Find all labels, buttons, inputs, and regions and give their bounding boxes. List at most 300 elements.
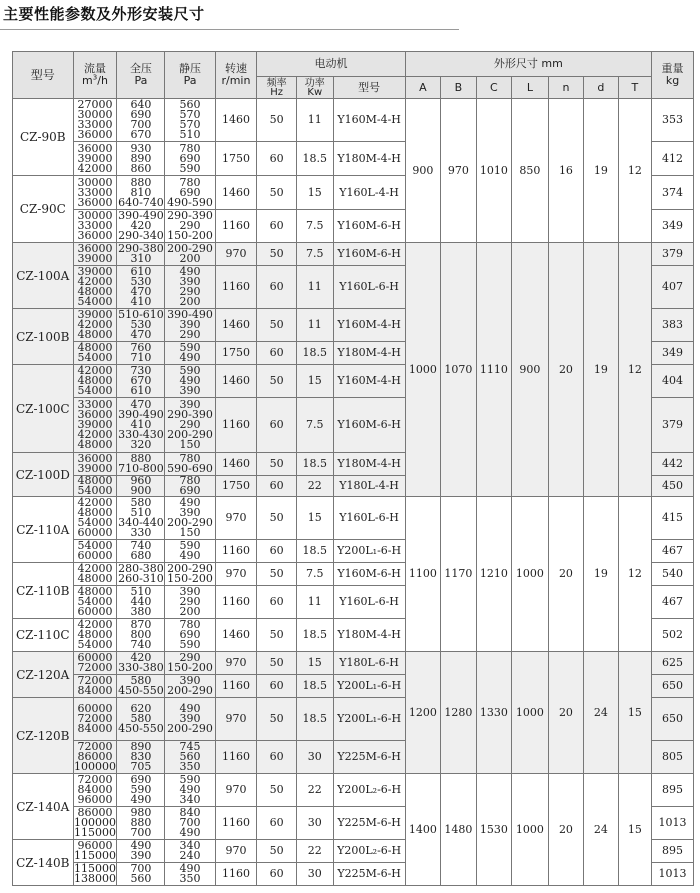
flow-value: 72000 xyxy=(77,740,113,753)
flow-value: 72000 xyxy=(77,712,113,725)
motor-model-cell: Y225M-6-H xyxy=(333,863,405,886)
model-cell: CZ-140A xyxy=(13,774,74,840)
total-cell xyxy=(117,540,165,563)
dim-a-cell: 1400 xyxy=(405,774,441,886)
static-value: 690 xyxy=(179,628,201,641)
header-flow: 流量 $m^3/h$ xyxy=(73,52,117,99)
header-weight: 重量 kg xyxy=(652,52,694,99)
motor-model-cell: Y160M-4-H xyxy=(333,99,405,142)
weight-cell: 379 xyxy=(652,243,694,266)
power-cell: 7.5 xyxy=(297,398,334,453)
total-cell xyxy=(117,210,165,243)
weight-cell: 415 xyxy=(652,497,694,540)
flow-value: 42000 xyxy=(77,318,113,331)
flow-value: 27000 xyxy=(77,98,113,111)
total-value: 380 xyxy=(130,605,152,618)
freq-cell: 60 xyxy=(257,342,297,365)
static-cell xyxy=(165,99,215,142)
static-value: 290 xyxy=(179,219,201,232)
freq-cell: 60 xyxy=(257,210,297,243)
speed-cell: 1750 xyxy=(215,476,257,497)
flow-value: 115000 xyxy=(73,862,116,875)
total-value: 470 xyxy=(130,285,152,298)
static-value: 290-390 xyxy=(167,209,213,222)
static-value: 200-290 xyxy=(167,722,213,735)
total-cell xyxy=(117,863,165,886)
total-value: 490 xyxy=(130,793,152,806)
total-value: 450-550 xyxy=(118,684,164,697)
speed-cell: 1160 xyxy=(215,807,257,840)
static-value: 490 xyxy=(179,702,201,715)
total-value: 890 xyxy=(130,740,152,753)
speed-cell: 1160 xyxy=(215,741,257,774)
dim-a-cell: 1000 xyxy=(405,243,441,497)
flow-value: 115000 xyxy=(73,826,116,839)
table-row xyxy=(13,497,694,540)
total-cell xyxy=(117,453,165,476)
static-value: 340 xyxy=(179,793,201,806)
flow-value: 36000 xyxy=(77,408,113,421)
total-value: 290-340 xyxy=(118,229,164,242)
weight-cell: 895 xyxy=(652,840,694,863)
speed-cell: 970 xyxy=(215,563,257,586)
motor-model-cell: Y160M-6-H xyxy=(333,563,405,586)
total-cell xyxy=(117,698,165,741)
table-body xyxy=(13,99,694,886)
dim-n-cell: 20 xyxy=(548,497,584,652)
total-value: 580 xyxy=(130,496,152,509)
total-value: 420 xyxy=(130,651,152,664)
flow-value: 48000 xyxy=(77,572,113,585)
total-value: 900 xyxy=(130,484,152,497)
page-title: 主要性能参数及外形安装尺寸 xyxy=(3,5,205,23)
flow-cell xyxy=(73,309,117,342)
total-cell xyxy=(117,619,165,652)
static-value: 590 xyxy=(179,364,201,377)
freq-cell: 60 xyxy=(257,741,297,774)
dim-t-cell: 12 xyxy=(618,99,651,243)
total-value: 880 xyxy=(130,175,152,189)
static-value: 690 xyxy=(179,484,201,497)
flow-value: 39000 xyxy=(77,252,113,265)
total-value: 530 xyxy=(130,318,152,331)
total-cell xyxy=(117,774,165,807)
dim-c-cell: 1010 xyxy=(476,99,512,243)
power-cell: 18.5 xyxy=(297,675,334,698)
total-cell xyxy=(117,497,165,540)
dim-l-cell: 900 xyxy=(512,243,549,497)
weight-cell: 650 xyxy=(652,698,694,741)
static-cell xyxy=(165,398,215,453)
static-value: 150 xyxy=(179,526,201,539)
flow-cell xyxy=(73,863,117,886)
static-value: 590 xyxy=(179,341,201,354)
flow-value: 115000 xyxy=(73,849,116,862)
speed-cell: 1160 xyxy=(215,863,257,886)
motor-model-cell: Y180M-4-H xyxy=(333,342,405,365)
model-cell: CZ-110B xyxy=(13,563,74,619)
static-value: 590 xyxy=(179,638,201,651)
flow-cell xyxy=(73,99,117,142)
flow-cell xyxy=(73,741,117,774)
dim-c-cell: 1210 xyxy=(476,497,512,652)
table-row xyxy=(13,652,694,675)
freq-cell: 50 xyxy=(257,365,297,398)
static-value: 200-290 xyxy=(167,684,213,697)
flow-value: 30000 xyxy=(77,209,113,222)
speed-cell: 1460 xyxy=(215,309,257,342)
flow-cell xyxy=(73,540,117,563)
static-cell xyxy=(165,309,215,342)
flow-cell xyxy=(73,619,117,652)
speed-cell: 970 xyxy=(215,652,257,675)
static-cell xyxy=(165,142,215,176)
model-cell: CZ-100C xyxy=(13,365,74,453)
static-cell xyxy=(165,652,215,675)
weight-cell: 895 xyxy=(652,774,694,807)
total-value: 490 xyxy=(130,839,152,852)
freq-cell: 50 xyxy=(257,652,297,675)
total-value: 310 xyxy=(130,252,152,265)
weight-cell: 412 xyxy=(652,142,694,176)
dim-n-cell: 20 xyxy=(548,774,584,886)
speed-cell: 1460 xyxy=(215,453,257,476)
static-value: 780 xyxy=(179,475,201,487)
header-speed: 转速 r/min xyxy=(215,52,257,99)
static-cell xyxy=(165,774,215,807)
power-cell: 30 xyxy=(297,741,334,774)
total-value: 260-310 xyxy=(118,572,164,585)
flow-value: 33000 xyxy=(77,219,113,232)
flow-cell xyxy=(73,365,117,398)
power-cell: 18.5 xyxy=(297,142,334,176)
total-cell xyxy=(117,142,165,176)
flow-cell xyxy=(73,453,117,476)
flow-value: 54000 xyxy=(77,539,113,552)
total-value: 610 xyxy=(130,265,152,278)
freq-cell: 50 xyxy=(257,176,297,210)
dim-l-cell: 1000 xyxy=(512,652,549,774)
dim-d-cell: 19 xyxy=(584,99,618,243)
flow-cell xyxy=(73,210,117,243)
speed-cell: 1160 xyxy=(215,266,257,309)
speed-cell: 1750 xyxy=(215,342,257,365)
static-value: 780 xyxy=(179,141,201,155)
dim-a-cell: 1100 xyxy=(405,497,441,652)
flow-value: 42000 xyxy=(77,428,113,441)
motor-model-cell: Y160L-4-H xyxy=(333,176,405,210)
static-value: 350 xyxy=(179,760,201,773)
flow-cell xyxy=(73,840,117,863)
total-cell xyxy=(117,840,165,863)
speed-cell: 970 xyxy=(215,774,257,807)
motor-model-cell: Y180L-4-H xyxy=(333,476,405,497)
static-value: 590 xyxy=(179,773,201,786)
total-value: 700 xyxy=(130,862,152,875)
static-cell xyxy=(165,840,215,863)
dim-a-cell: 900 xyxy=(405,99,441,243)
total-value: 410 xyxy=(130,418,152,431)
dim-n-cell: 20 xyxy=(548,652,584,774)
flow-value: 48000 xyxy=(77,374,113,387)
static-value: 290 xyxy=(179,285,201,298)
static-value: 490 xyxy=(179,783,201,796)
static-value: 340 xyxy=(179,839,201,852)
header-dims: 外形尺寸 mm xyxy=(405,52,651,77)
weight-cell: 404 xyxy=(652,365,694,398)
dim-t-cell: 15 xyxy=(618,774,651,886)
flow-cell xyxy=(73,675,117,698)
power-cell: 30 xyxy=(297,863,334,886)
flow-value: 60000 xyxy=(77,651,113,664)
power-cell: 30 xyxy=(297,807,334,840)
spec-table xyxy=(12,51,694,886)
flow-value: 33000 xyxy=(77,185,113,199)
flow-cell xyxy=(73,774,117,807)
static-value: 200-290 xyxy=(167,428,213,441)
static-value: 200-290 xyxy=(167,516,213,529)
dim-b-cell: 1170 xyxy=(441,497,477,652)
dim-b-cell: 1070 xyxy=(441,243,477,497)
speed-cell: 1460 xyxy=(215,99,257,142)
weight-cell: 805 xyxy=(652,741,694,774)
header-freq: 频率 Hz xyxy=(257,77,297,99)
flow-value: 48000 xyxy=(77,628,113,641)
flow-value: 42000 xyxy=(77,275,113,288)
total-value: 390-490 xyxy=(118,209,164,222)
total-value: 730 xyxy=(130,364,152,377)
flow-value: 72000 xyxy=(77,773,113,786)
static-value: 390 xyxy=(179,318,201,331)
speed-cell: 1160 xyxy=(215,586,257,619)
speed-cell: 970 xyxy=(215,840,257,863)
static-value: 390 xyxy=(179,275,201,288)
flow-value: 72000 xyxy=(77,674,113,687)
model-cell: CZ-90B xyxy=(13,99,74,176)
static-cell xyxy=(165,497,215,540)
flow-value: 48000 xyxy=(77,585,113,598)
flow-value: 36000 xyxy=(77,452,113,465)
static-cell xyxy=(165,176,215,210)
freq-cell: 60 xyxy=(257,586,297,619)
static-cell xyxy=(165,342,215,365)
total-value: 510 xyxy=(130,506,152,519)
dim-c-cell: 1530 xyxy=(476,774,512,886)
motor-model-cell: Y200L₂-6-H xyxy=(333,774,405,807)
freq-cell: 60 xyxy=(257,476,297,497)
flow-cell xyxy=(73,586,117,619)
static-value: 150-200 xyxy=(167,572,213,585)
motor-model-cell: Y180M-4-H xyxy=(333,142,405,176)
total-value: 930 xyxy=(130,141,152,155)
model-cell: CZ-110C xyxy=(13,619,74,652)
flow-value: 54000 xyxy=(77,295,113,308)
model-cell: CZ-120B xyxy=(13,698,74,774)
total-value: 760 xyxy=(130,341,152,354)
static-cell xyxy=(165,540,215,563)
total-value: 390 xyxy=(130,849,152,862)
total-value: 960 xyxy=(130,475,152,487)
static-cell xyxy=(165,807,215,840)
total-value: 560 xyxy=(130,872,152,885)
flow-value: 84000 xyxy=(77,722,113,735)
static-value: 390-490 xyxy=(167,308,213,321)
power-cell: 18.5 xyxy=(297,619,334,652)
flow-value: 36000 xyxy=(77,242,113,255)
flow-value: 48000 xyxy=(77,438,113,451)
static-value: 590 xyxy=(179,539,201,552)
static-value: 490 xyxy=(179,265,201,278)
motor-model-cell: Y180L-6-H xyxy=(333,652,405,675)
dim-t-cell: 12 xyxy=(618,497,651,652)
header-dim-d: d xyxy=(584,77,618,99)
power-cell: 15 xyxy=(297,365,334,398)
static-value: 390 xyxy=(179,585,201,598)
weight-cell: 502 xyxy=(652,619,694,652)
motor-model-cell: Y200L₁-6-H xyxy=(333,698,405,741)
motor-model-cell: Y200L₁-6-H xyxy=(333,540,405,563)
static-value: 560 xyxy=(179,98,201,111)
static-value: 390 xyxy=(179,674,201,687)
static-value: 745 xyxy=(179,740,201,753)
power-cell: 22 xyxy=(297,840,334,863)
power-cell: 15 xyxy=(297,652,334,675)
weight-cell: 650 xyxy=(652,675,694,698)
motor-model-cell: Y200L₁-6-H xyxy=(333,675,405,698)
flow-value: 54000 xyxy=(77,351,113,364)
total-value: 420 xyxy=(130,219,152,232)
dim-l-cell: 1000 xyxy=(512,774,549,886)
total-value: 680 xyxy=(130,549,152,562)
freq-cell: 50 xyxy=(257,497,297,540)
total-value: 440 xyxy=(130,595,152,608)
motor-model-cell: Y160L-6-H xyxy=(333,497,405,540)
static-value: 840 xyxy=(179,806,201,819)
static-value: 290 xyxy=(179,651,201,664)
weight-cell: 625 xyxy=(652,652,694,675)
total-value: 690 xyxy=(130,108,152,121)
total-value: 580 xyxy=(130,712,152,725)
weight-cell: 467 xyxy=(652,540,694,563)
total-cell xyxy=(117,176,165,210)
total-value: 320 xyxy=(130,438,152,451)
speed-cell: 1160 xyxy=(215,540,257,563)
header-model: 型号 xyxy=(13,52,74,99)
header-power: 功率 Kw xyxy=(297,77,334,99)
total-value: 870 xyxy=(130,618,152,631)
static-value: 200-290 xyxy=(167,562,213,575)
speed-cell: 970 xyxy=(215,243,257,266)
power-cell: 7.5 xyxy=(297,210,334,243)
dim-b-cell: 1480 xyxy=(441,774,477,886)
flow-cell xyxy=(73,698,117,741)
flow-cell xyxy=(73,476,117,497)
header-dim-t: T xyxy=(618,77,651,99)
speed-cell: 1460 xyxy=(215,619,257,652)
total-value: 280-380 xyxy=(118,562,164,575)
freq-cell: 60 xyxy=(257,675,297,698)
static-cell xyxy=(165,698,215,741)
flow-value: 48000 xyxy=(77,475,113,487)
table-row xyxy=(13,243,694,266)
dim-b-cell: 970 xyxy=(441,99,477,243)
total-cell xyxy=(117,266,165,309)
motor-model-cell: Y160M-6-H xyxy=(333,243,405,266)
flow-value: 54000 xyxy=(77,384,113,397)
header-dim-a: A xyxy=(405,77,441,99)
static-cell xyxy=(165,210,215,243)
flow-value: 39000 xyxy=(77,151,113,165)
model-cell: CZ-100B xyxy=(13,309,74,365)
flow-value: 48000 xyxy=(77,341,113,354)
freq-cell: 50 xyxy=(257,774,297,807)
total-value: 390-490 xyxy=(118,408,164,421)
total-value: 330-430 xyxy=(118,428,164,441)
static-value: 290-390 xyxy=(167,408,213,421)
flow-value: 33000 xyxy=(77,398,113,411)
flow-value: 42000 xyxy=(77,496,113,509)
motor-model-cell: Y200L₂-6-H xyxy=(333,840,405,863)
static-value: 570 xyxy=(179,118,201,131)
flow-value: 54000 xyxy=(77,638,113,651)
dim-t-cell: 15 xyxy=(618,652,651,774)
total-value: 290-380 xyxy=(118,242,164,255)
total-value: 980 xyxy=(130,806,152,819)
total-value: 590 xyxy=(130,783,152,796)
flow-value: 86000 xyxy=(77,750,113,763)
flow-value: 60000 xyxy=(77,702,113,715)
total-value: 330 xyxy=(130,526,152,539)
model-cell: CZ-110A xyxy=(13,497,74,563)
motor-model-cell: Y160M-6-H xyxy=(333,210,405,243)
dim-n-cell: 16 xyxy=(548,99,584,243)
freq-cell: 50 xyxy=(257,99,297,142)
static-value: 490 xyxy=(179,862,201,875)
flow-value: 39000 xyxy=(77,308,113,321)
static-value: 290 xyxy=(179,328,201,341)
total-value: 700 xyxy=(130,118,152,131)
weight-cell: 407 xyxy=(652,266,694,309)
total-cell xyxy=(117,309,165,342)
static-value: 290 xyxy=(179,595,201,608)
total-value: 740 xyxy=(130,539,152,552)
weight-cell: 467 xyxy=(652,586,694,619)
static-cell xyxy=(165,266,215,309)
flow-value: 86000 xyxy=(77,806,113,819)
total-cell xyxy=(117,243,165,266)
motor-model-cell: Y160M-6-H xyxy=(333,398,405,453)
header-dim-c: C xyxy=(476,77,512,99)
total-value: 580 xyxy=(130,674,152,687)
weight-cell: 383 xyxy=(652,309,694,342)
flow-cell xyxy=(73,807,117,840)
speed-cell: 1750 xyxy=(215,142,257,176)
weight-cell: 374 xyxy=(652,176,694,210)
flow-value: 84000 xyxy=(77,783,113,796)
total-value: 705 xyxy=(130,760,152,773)
freq-cell: 60 xyxy=(257,398,297,453)
speed-cell: 970 xyxy=(215,497,257,540)
flow-value: 42000 xyxy=(77,618,113,631)
freq-cell: 50 xyxy=(257,563,297,586)
freq-cell: 60 xyxy=(257,863,297,886)
total-value: 450-550 xyxy=(118,722,164,735)
freq-cell: 50 xyxy=(257,453,297,476)
flow-value: 39000 xyxy=(77,462,113,475)
model-cell: CZ-90C xyxy=(13,176,74,243)
flow-value: 30000 xyxy=(77,108,113,121)
total-cell xyxy=(117,476,165,497)
